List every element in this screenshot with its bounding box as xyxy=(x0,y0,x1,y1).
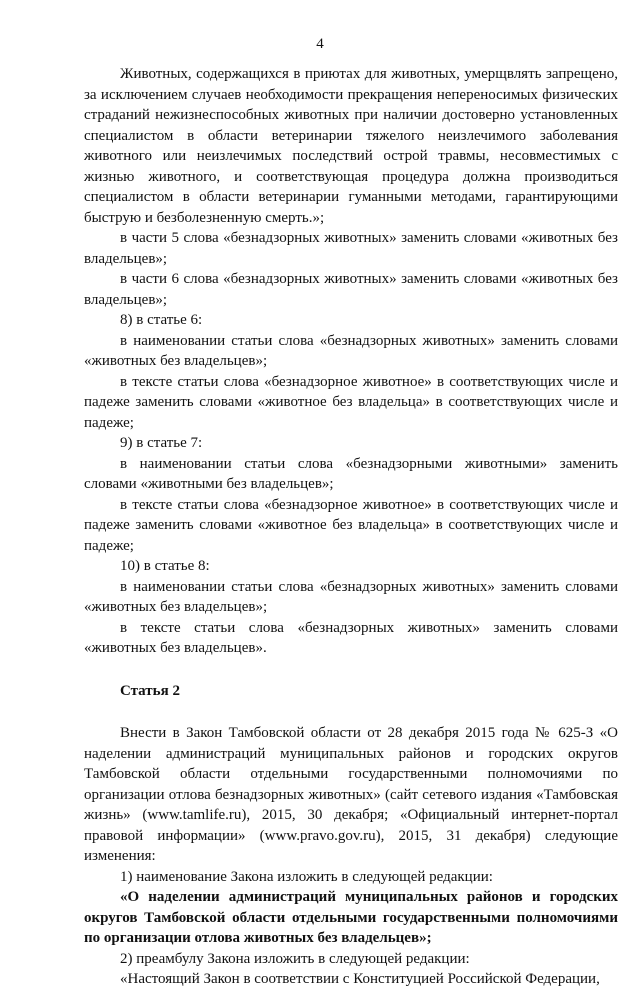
paragraph: «Настоящий Закон в соответствии с Конституцией Российской Федерации, xyxy=(120,971,600,987)
paragraph: в наименовании статьи слова «безнадзорных животных» заменить словами «животных без владельцев»; xyxy=(84,578,618,615)
paragraph: 8) в статье 6: xyxy=(120,312,203,328)
article-2-text xyxy=(84,723,618,990)
paragraph: в части 5 слова «безнадзорных животных» заменить словами «животных без владельцев»; xyxy=(84,230,618,267)
document-body xyxy=(84,64,618,990)
article-1-continuation xyxy=(84,64,618,659)
page-number: 4 xyxy=(316,36,324,52)
article-heading: Статья 2 xyxy=(120,682,180,699)
paragraph: 2) преамбулу Закона изложить в следующей редакции: xyxy=(120,950,470,967)
paragraph: в тексте статьи слова «безнадзорных животных» заменить словами «животных без владельцев». xyxy=(84,619,618,656)
paragraph: в части 6 слова «безнадзорных животных» заменить словами «животных без владельцев»; xyxy=(84,271,618,308)
paragraph: в тексте статьи слова «безнадзорное животное» в соответствующих числе и падеже заменить словами «животное без владельца» в соответствующих числе и падеже; xyxy=(84,496,618,554)
paragraph: в наименовании статьи слова «безнадзорными животными» заменить словами «животными без владельцев»; xyxy=(84,455,618,492)
paragraph: «О наделении администраций муниципальных районов и городских округов Тамбовской области отдельными государственными полномочиями по организации отлова животных без владельцев»; xyxy=(84,889,618,946)
paragraph: в наименовании статьи слова «безнадзорных животных» заменить словами «животных без владельцев»; xyxy=(84,332,618,369)
paragraph: 1) наименование Закона изложить в следующей редакции: xyxy=(120,868,493,885)
paragraph: в тексте статьи слова «безнадзорное животное» в соответствующих числе и падеже заменить словами «животное без владельца» в соответствующих числе и падеже; xyxy=(84,373,618,431)
paragraph: Животных, содержащихся в приютах для животных, умерщвлять запрещено, за исключением случаев необходимости прекращения непереносимых физических страданий нежизнеспособных животных при наличии достоверно установленных специалистом в области ветеринарии тяжелого неизлечимого заболевания животного или неизлечимых последствий острой травмы, несовместимых с жизнью животного, и соответствующая процедура должна производиться специалистом в области ветеринарии гуманными методами, гарантирующими быструю и безболезненную смерть.»; xyxy=(84,66,618,226)
paragraph: 9) в статье 7: xyxy=(120,435,203,451)
paragraph: 10) в статье 8: xyxy=(120,558,210,574)
paragraph: Внести в Закон Тамбовской области от 28 декабря 2015 года № 625-З «О наделении администраций муниципальных районов и городских округов Тамбовской области отдельными государственными полномочиями по организации отлова безнадзорных животных» (сайт сетевого издания «Тамбовская жизнь» (www.tamlife.ru), 2015, 30 декабря; «Официальный интернет-портал правовой информации» (www.pravo.gov.ru), 2015, 31 декабря) следующие изменения: xyxy=(84,725,618,864)
